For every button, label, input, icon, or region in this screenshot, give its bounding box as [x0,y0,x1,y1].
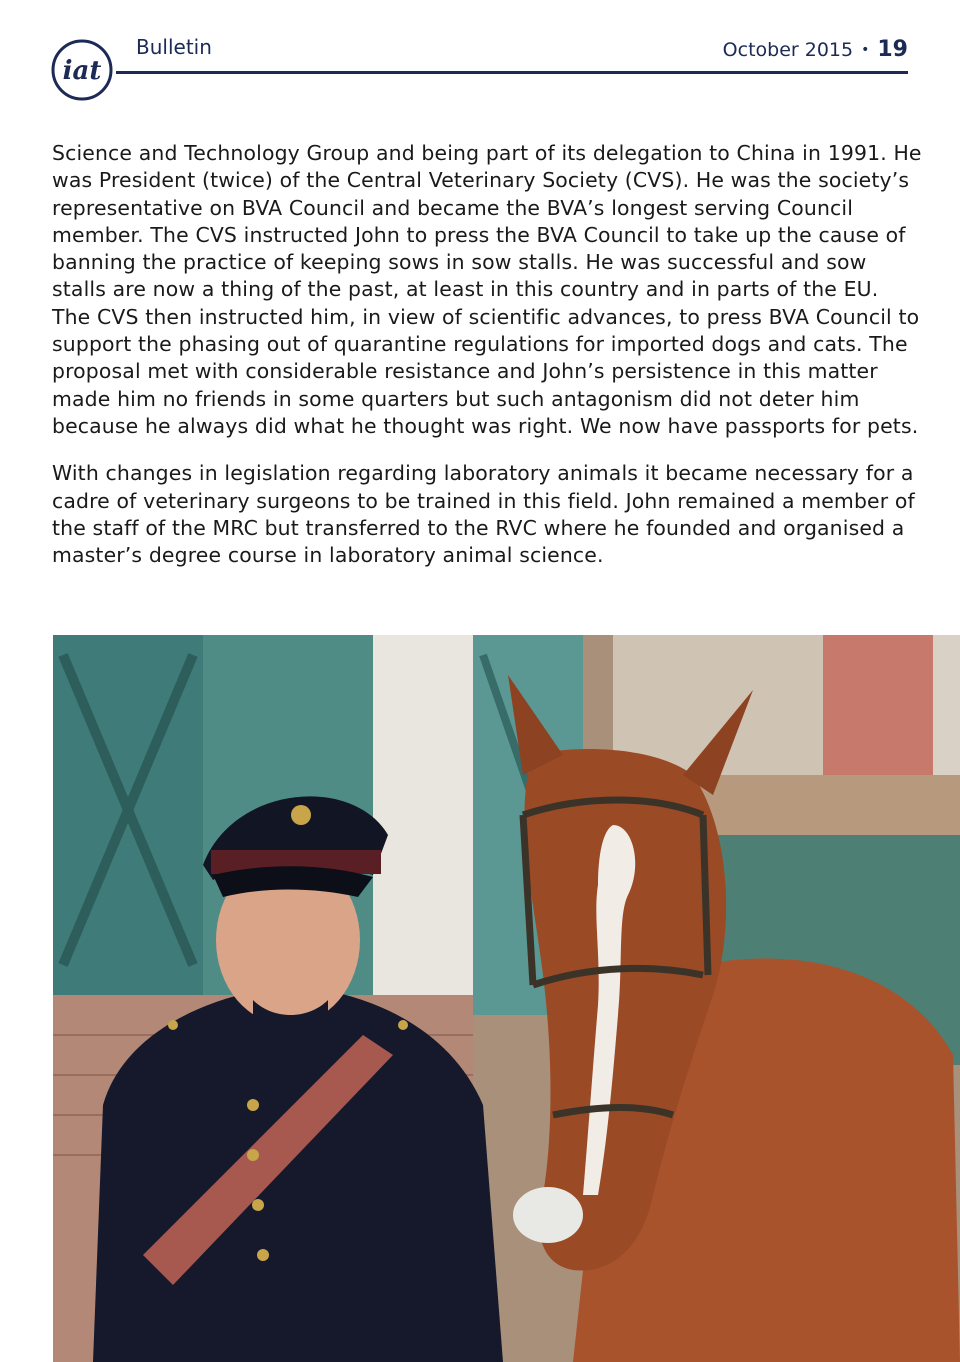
logo-text: iat [62,56,102,86]
photo-officer-with-horse [53,635,960,1362]
header-rule [116,71,908,74]
issue-info [723,37,908,62]
publication-name: Bulletin [136,35,212,59]
article-paragraph: With changes in legislation regarding laboratory animals it became necessary for a cadre of veterinary surgeons to be trained in this field. John remained a member of the staff of the MRC but transferred to the RVC where he founded and organised a master’s degree course in laboratory animal science. [52,461,915,568]
page-number: 19 [877,37,908,62]
separator-dot: • [861,41,870,58]
issue-date: October 2015 [722,38,854,61]
iat-logo [50,38,114,102]
article-paragraph: Science and Technology Group and being part of its delegation to China in 1991. He was President (twice) of the Central Veterinary Society (CVS). He was the society’s representative on BVA Council and became the BVA’s longest serving Council member. The CVS instructed John to press the BVA Council to take up the cause of banning the practice of keeping sows in sow stalls. He was successful and sow stalls are now a thing of the past, at least in this country and in parts of the EU. The CVS then instructed him, in view of scientific advances, to press BVA Council to support the phasing out of quarantine regulations for imported dogs and cats. The proposal met with considerable resistance and John’s persistence in this matter made him no friends in some quarters but such antagonism did not deter him because he always did what he thought was right. We now have passports for pets. [52,141,922,438]
article-body [52,140,922,589]
